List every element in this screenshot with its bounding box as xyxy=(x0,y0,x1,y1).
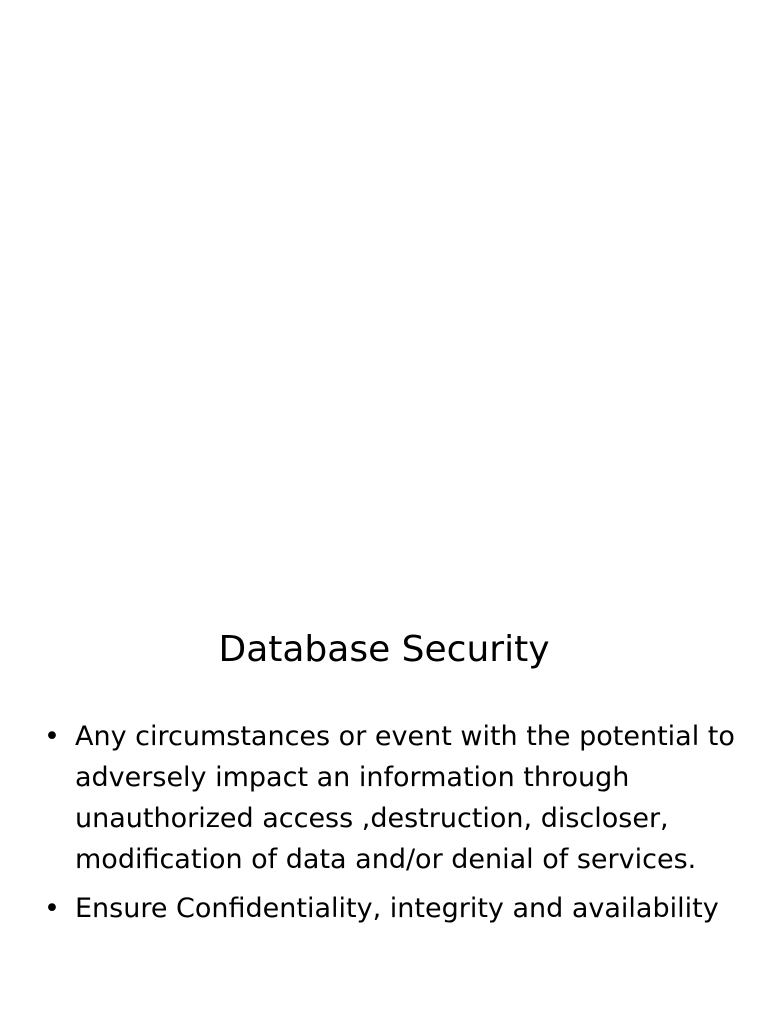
bullet-item xyxy=(40,716,740,880)
bullet-dot-icon: • xyxy=(44,721,60,752)
bullet-text: Any circumstances or event with the potential to adversely impact an information through unauthorized access ,destruction, discloser, modification of data and/or denial of services. xyxy=(75,721,735,875)
slide-title: Database Security xyxy=(218,629,550,670)
bullet-item xyxy=(40,888,740,929)
bullet-text: Ensure Confidentiality, integrity and availability xyxy=(75,893,719,924)
bullet-dot-icon: • xyxy=(44,893,60,924)
bullet-list xyxy=(40,716,740,937)
